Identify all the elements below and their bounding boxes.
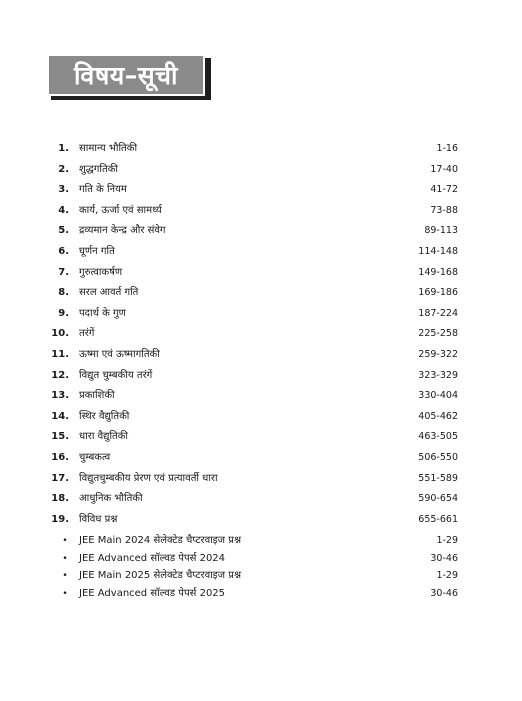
page-range: 17-40 [430,163,458,175]
toc-row[interactable] [0,470,522,488]
toc-row[interactable] [0,202,522,220]
chapter-number: 15. [51,431,69,443]
toc-row[interactable] [0,449,522,467]
toc-extra-row[interactable] [0,550,522,568]
chapter-number: 11. [51,349,69,360]
chapter-title: स्थिर वैद्युतिकी [79,410,130,422]
toc-row[interactable] [0,346,522,364]
toc-row[interactable] [0,181,522,199]
chapter-number: 5. [58,225,69,237]
page-title: विषय–सूची [73,61,179,90]
page-range: 463-505 [418,431,458,443]
page-range: 225-258 [418,328,458,340]
chapter-title: ऊष्मा एवं ऊष्मागतिकी [79,349,160,360]
page-range: 89-113 [424,225,458,237]
page-range: 506-550 [418,452,458,463]
page-range: 1-29 [436,570,458,582]
chapter-title: विद्युतचुम्बकीय प्रेरण एवं प्रत्यावर्ती धारा [79,472,218,484]
page-range: 30-46 [430,552,458,564]
extra-title: JEE Advanced सॉल्वड पेपर्स 2024 [79,552,226,564]
chapter-number: 8. [58,287,69,299]
page-range: 149-168 [418,266,458,278]
chapter-number: 18. [51,493,69,505]
chapter-number: 7. [58,266,69,278]
toc-row[interactable] [0,511,522,529]
toc-row[interactable] [0,325,522,343]
page-range: 323-329 [418,369,458,381]
chapter-title: द्रव्यमान केन्द्र और संवेग [79,225,166,237]
page-range: 405-462 [418,410,458,422]
chapter-number: 14. [51,410,69,422]
chapter-title: शुद्धगतिकी [79,163,118,175]
chapter-title: गुरुत्वाकर्षण [79,266,123,278]
toc-extra-row[interactable] [0,567,522,585]
chapter-title: आधुनिक भौतिकी [79,493,143,505]
page-range: 73-88 [430,204,458,216]
toc-row[interactable] [0,264,522,282]
page-range: 590-654 [418,493,458,505]
chapter-number: 12. [51,369,69,381]
chapter-title: कार्य, ऊर्जा एवं सामर्थ्य [79,204,162,216]
chapter-title: सरल आवर्त गति [79,287,139,299]
toc-row[interactable] [0,243,522,261]
toc-row[interactable] [0,408,522,426]
toc-row[interactable] [0,490,522,508]
bullet-icon: • [62,553,68,564]
extra-title: JEE Main 2025 सेलेक्टेड चैप्टरवाइज प्रश्न [79,570,242,582]
toc-row[interactable] [0,222,522,240]
bullet-icon: • [62,571,68,582]
chapter-number: 10. [51,328,69,340]
toc-row[interactable] [0,387,522,405]
chapter-number: 1. [58,143,69,154]
page-range: 655-661 [418,513,458,525]
chapter-title: सामान्य भौतिकी [79,143,138,154]
toc-extra-row[interactable] [0,532,522,550]
extra-title: JEE Main 2024 सेलेक्टेड चैप्टरवाइज प्रश्न [79,535,242,547]
chapter-number: 4. [58,204,69,216]
chapter-title: प्रकाशिकी [79,390,115,402]
chapter-title: पदार्थ के गुण [79,307,126,319]
chapter-title: तरंगें [79,328,95,340]
chapter-number: 16. [51,452,69,463]
chapter-title: गति के नियम [79,184,127,196]
chapter-title: घूर्णन गति [79,246,115,257]
toc-row[interactable] [0,367,522,385]
bullet-icon: • [62,588,68,599]
chapter-number: 9. [58,307,69,319]
page-range: 1-29 [436,535,458,547]
toc-extra-row[interactable] [0,585,522,603]
page-range: 187-224 [418,307,458,319]
page-range: 30-46 [430,587,458,599]
chapter-title: चुम्बकत्व [79,452,111,463]
page-range: 330-404 [418,390,458,402]
chapter-number: 13. [51,390,69,402]
chapter-title: धारा वैद्युतिकी [79,431,129,443]
chapter-title: विद्युत चुम्बकीय तरंगें [79,369,153,381]
page-range: 41-72 [430,184,458,196]
bullet-icon: • [62,536,68,547]
toc-row[interactable] [0,284,522,302]
chapter-number: 2. [58,163,69,175]
page-range: 551-589 [418,472,458,484]
chapter-number: 3. [58,184,69,196]
page-range: 259-322 [418,349,458,360]
toc-row[interactable] [0,428,522,446]
page-range: 114-148 [418,246,458,257]
chapter-number: 17. [51,472,69,484]
toc-row[interactable] [0,161,522,179]
page-range: 1-16 [436,143,458,154]
heading-box [47,54,205,96]
chapter-title: विविध प्रश्न [79,513,118,525]
extra-title: JEE Advanced सॉल्वड पेपर्स 2025 [79,587,226,599]
toc-row[interactable] [0,305,522,323]
chapter-number: 19. [51,513,69,525]
toc-row[interactable] [0,140,522,158]
chapter-number: 6. [58,246,69,257]
page-range: 169-186 [418,287,458,299]
